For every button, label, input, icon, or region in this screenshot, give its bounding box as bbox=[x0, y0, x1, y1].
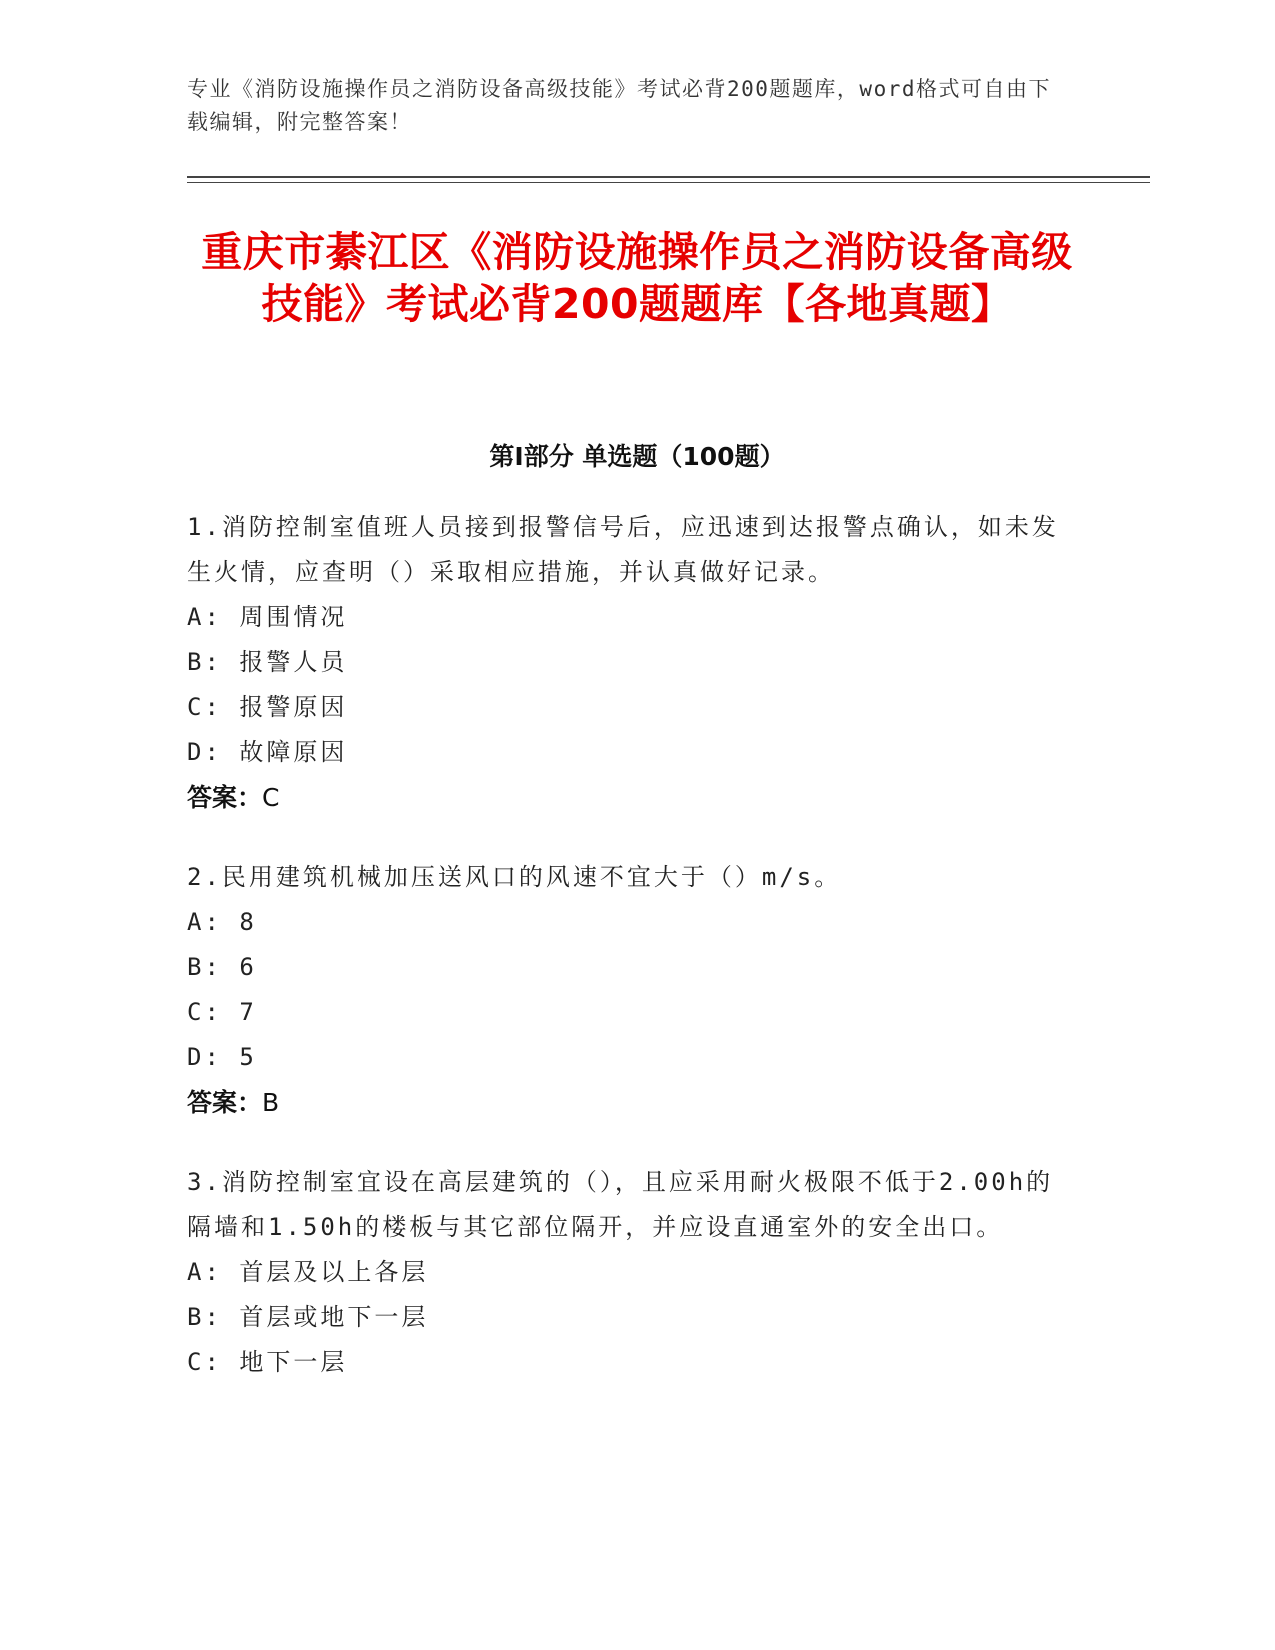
option-c: C: 地下一层 bbox=[187, 1348, 348, 1376]
answer-label: 答案： bbox=[187, 1088, 263, 1117]
option-a: A: 首层及以上各层 bbox=[187, 1258, 429, 1286]
question-2 bbox=[187, 855, 1077, 1125]
header-divider-thick bbox=[187, 176, 1150, 178]
document-title: 重庆市綦江区《消防设施操作员之消防设备高级技能》考试必背200题题库【各地真题】 bbox=[201, 228, 1073, 328]
section-title: 第I部分 单选题（100题） bbox=[489, 442, 785, 471]
question-1 bbox=[187, 505, 1077, 820]
question-stem: 2.民用建筑机械加压送风口的风速不宜大于（）m/s。 bbox=[187, 863, 842, 891]
option-a: A: 8 bbox=[187, 908, 257, 936]
option-b: B: 首层或地下一层 bbox=[187, 1303, 429, 1331]
question-stem: 1.消防控制室值班人员接到报警信号后，应迅速到达报警点确认，如未发生火情，应查明（）采取相应措施，并认真做好记录。 bbox=[187, 513, 1059, 586]
header-divider-thin bbox=[187, 182, 1150, 183]
option-d: D: 5 bbox=[187, 1043, 257, 1071]
answer-value: B bbox=[262, 1088, 280, 1117]
question-stem: 3.消防控制室宜设在高层建筑的（），且应采用耐火极限不低于2.00h的隔墙和1.50h的楼板与其它部位隔开，并应设直通室外的安全出口。 bbox=[187, 1168, 1054, 1241]
option-b: B: 6 bbox=[187, 953, 257, 981]
question-3 bbox=[187, 1160, 1077, 1385]
answer-label: 答案： bbox=[187, 783, 263, 812]
option-d: D: 故障原因 bbox=[187, 738, 348, 766]
option-a: A: 周围情况 bbox=[187, 603, 348, 631]
option-c: C: 报警原因 bbox=[187, 693, 348, 721]
header-note: 专业《消防设施操作员之消防设备高级技能》考试必背200题题库，word格式可自由下载编辑，附完整答案！ bbox=[187, 77, 1051, 134]
answer-line bbox=[187, 1080, 1077, 1125]
option-b: B: 报警人员 bbox=[187, 648, 348, 676]
answer-value: C bbox=[262, 783, 280, 812]
answer-line bbox=[187, 775, 1077, 820]
option-c: C: 7 bbox=[187, 998, 257, 1026]
